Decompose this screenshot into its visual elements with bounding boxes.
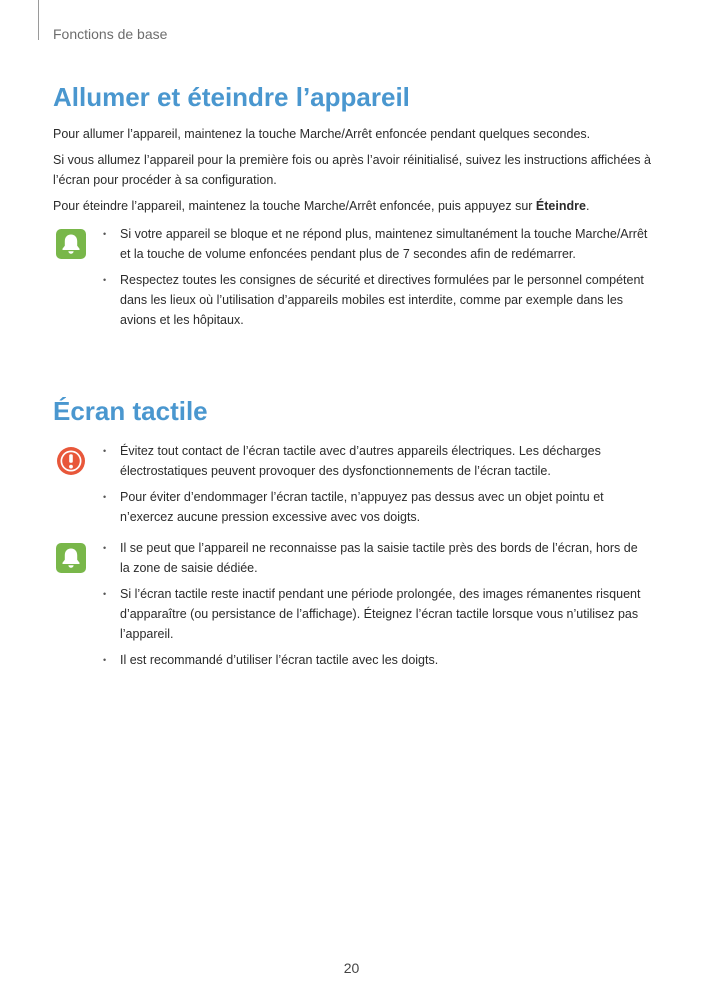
paragraph-power-off-text: Pour éteindre l’appareil, maintenez la touche Marche/Arrêt enfoncée, puis appuyez sur	[53, 199, 536, 213]
list-item: • Pour éviter d’endommager l’écran tactile, n’appuyez pas dessus avec un objet pointu et n’exercez aucune pression excessive avec vos doigts.	[103, 487, 648, 527]
touch-cautions-list	[103, 441, 648, 527]
paragraph-power-off-end: .	[585, 199, 590, 213]
touch-notes-list	[103, 538, 648, 670]
paragraph-power-on: Pour allumer l’appareil, maintenez la touche Marche/Arrêt enfoncée pendant quelques secondes.	[53, 127, 591, 141]
power-off-option: Éteindre	[535, 199, 586, 213]
list-item: • Respectez toutes les consignes de sécurité et directives formulées par le personnel compétent dans les lieux où l’utilisation d’appareils mobiles est interdite, comme par exemple dans les avions et les hôpitaux.	[103, 270, 648, 330]
power-notes-list	[103, 224, 648, 330]
paragraph-power-off	[53, 196, 653, 216]
bell-icon	[55, 228, 87, 260]
bell-icon	[55, 542, 87, 574]
list-item: • Il se peut que l’appareil ne reconnaisse pas la saisie tactile près des bords de l’écran, hors de la zone de saisie dédiée.	[103, 538, 648, 578]
list-item: • Il est recommandé d’utiliser l’écran tactile avec les doigts.	[103, 650, 648, 670]
exclamation-icon	[55, 445, 87, 477]
list-item: • Si votre appareil se bloque et ne répond plus, maintenez simultanément la touche Marche/Arrêt et la touche de volume enfoncées pendant plus de 7 secondes afin de redémarrer.	[103, 224, 648, 264]
list-item: • Si l’écran tactile reste inactif pendant une période prolongée, des images rémanentes risquent d’apparaître (ou persistance de l’affichage). Éteignez l’écran tactile lorsque vous n’utilisez pas l’appareil.	[103, 584, 648, 644]
section-title-touchscreen: Écran tactile	[53, 396, 208, 426]
paragraph-first-setup: Si vous allumez l’appareil pour la première fois ou après l’avoir réinitialisé, suivez les instructions affichées à l’écran pour procéder à sa configuration.	[53, 153, 651, 187]
page-number: 20	[343, 960, 360, 976]
list-item: • Évitez tout contact de l’écran tactile avec d’autres appareils électriques. Les décharges électrostatiques peuvent provoquer des dysfonctionnements de l’écran tactile.	[103, 441, 648, 481]
header-rule	[38, 0, 39, 40]
header-section-label: Fonctions de base	[53, 26, 168, 42]
section-title-power: Allumer et éteindre l’appareil	[53, 82, 410, 112]
